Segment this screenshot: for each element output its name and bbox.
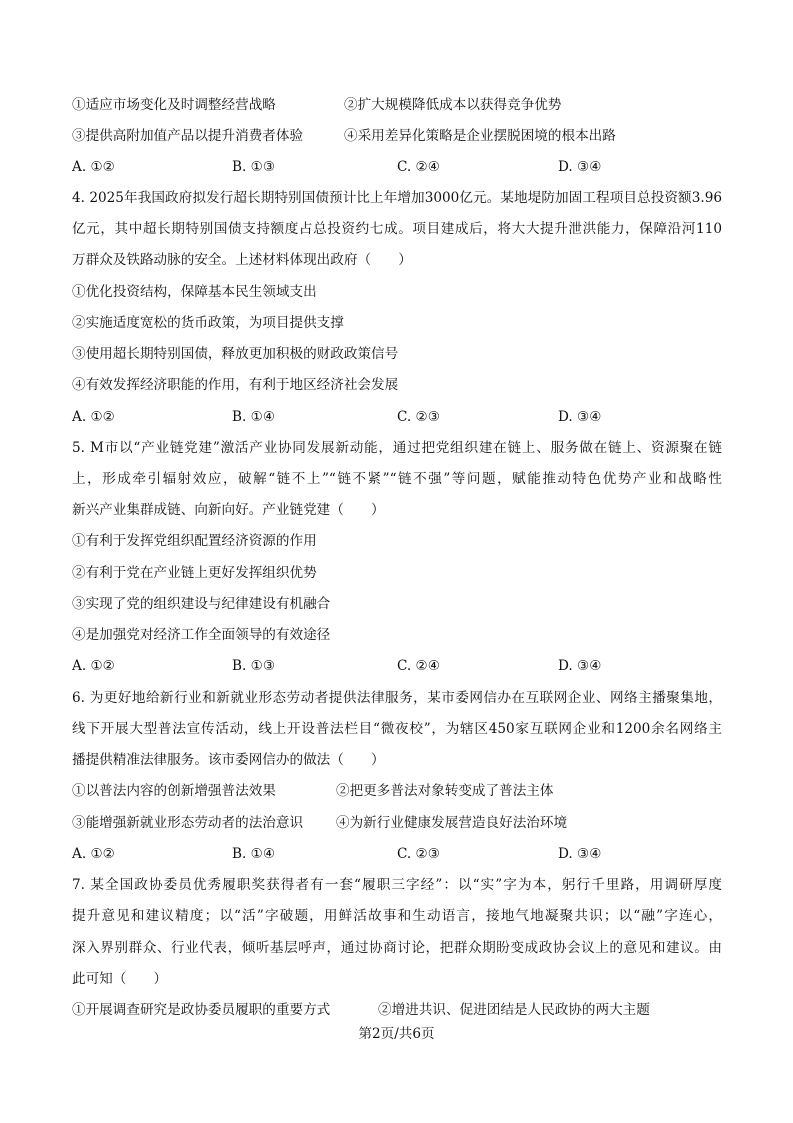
q5-option-3: ③实现了党的组织建设与纪律建设有机融合 (72, 596, 331, 612)
q5-option-2: ②有利于党在产业链上更好发挥组织优势 (72, 565, 317, 581)
q4-option-1: ①优化投资结构，保障基本民生领域支出 (72, 284, 317, 300)
q5-option-4: ④是加强党对经济工作全面领导的有效途径 (72, 627, 331, 643)
q4-choice-c: C. ②③ (397, 409, 440, 425)
q4-option-4: ④有效发挥经济职能的作用，有利于地区经济社会发展 (72, 377, 399, 393)
q7-option-1: ①开展调查研究是政协委员履职的重要方式 (72, 1002, 331, 1018)
q3-option-4: ④采用差异化策略是企业摆脱困境的根本出路 (344, 128, 616, 144)
q7-stem-line-1: 7. 某全国政协委员优秀履职奖获得者有一套“履职三字经”：以“实”字为本，躬行千里路，用调研厚度 (72, 877, 722, 893)
q6-choice-a: A. ①② (72, 846, 115, 862)
q3-option-3: ③提供高附加值产品以提升消费者体验 (72, 128, 304, 144)
q4-option-2: ②实施适度宽松的货币政策，为项目提供支撑 (72, 315, 344, 331)
q5-choice-c: C. ②④ (397, 658, 440, 674)
q6-choice-d: D. ③④ (558, 846, 602, 862)
q4-stem-line-1: 4. 2025年我国政府拟发行超长期特别国债预计比上年增加3000亿元。某地堤防加固工程项目总投资额3.96 (72, 190, 722, 206)
q6-option-4: ④为新行业健康发展营造良好法治环境 (336, 815, 568, 831)
q3-choice-c: C. ②④ (397, 159, 440, 175)
q6-stem-line-2: 线下开展大型普法宣传活动，线上开设普法栏目“微夜校”，为辖区450家互联网企业和1200余名网络主 (72, 721, 722, 737)
q6-stem-line-1: 6. 为更好地给新行业和新就业形态劳动者提供法律服务，某市委网信办在互联网企业、网络主播聚集地， (72, 690, 722, 706)
q4-choice-b: B. ①④ (232, 409, 276, 425)
q6-option-3: ③能增强新就业形态劳动者的法治意识 (72, 815, 304, 831)
page-number: 第2页/共6页 (358, 1026, 435, 1042)
q5-stem-line-1: 5. M市以“产业链党建”激活产业协同发展新动能，通过把党组织建在链上、服务做在链上、资源聚在链 (72, 440, 722, 456)
q5-choice-d: D. ③④ (558, 658, 602, 674)
q3-choice-b: B. ①③ (232, 159, 276, 175)
q5-option-1: ①有利于发挥党组织配置经济资源的作用 (72, 533, 317, 549)
q7-stem-line-2: 提升意见和建议精度；以“活”字破题，用鲜活故事和生动语言，接地气地凝聚共识；以“融”字连心， (72, 908, 722, 924)
q3-option-1: ①适应市场变化及时调整经营战略 (72, 97, 276, 113)
q3-choice-a: A. ①② (72, 159, 115, 175)
q3-option-2: ②扩大规模降低成本以获得竞争优势 (344, 97, 562, 113)
q4-choice-d: D. ③④ (558, 409, 602, 425)
q3-choice-d: D. ③④ (558, 159, 602, 175)
q5-choice-b: B. ①③ (232, 658, 276, 674)
q4-stem-line-2: 亿元，其中超长期特别国债支持额度占总投资约七成。项目建成后，将大大提升泄洪能力，保障沿河110 (72, 221, 722, 237)
q5-choice-a: A. ①② (72, 658, 115, 674)
q4-option-3: ③使用超长期特别国债，释放更加积极的财政政策信号 (72, 346, 399, 362)
q7-option-2: ②增进共识、促进团结是人民政协的两大主题 (378, 1002, 650, 1018)
q6-option-2: ②把更多普法对象转变成了普法主体 (336, 783, 554, 799)
q6-stem-line-3: 播提供精准法律服务。该市委网信办的做法（ ） (72, 752, 385, 768)
q6-choice-c: C. ②③ (397, 846, 440, 862)
q4-stem-line-3: 万群众及铁路动脉的安全。上述材料体现出政府（ ） (72, 252, 412, 268)
q7-stem-line-3: 深入界别群众、行业代表，倾听基层呼声，通过协商讨论，把群众期盼变成政协会议上的意见和建议。由 (72, 940, 722, 956)
q7-stem-line-4: 此可知（ ） (72, 971, 168, 987)
q5-stem-line-2: 上，形成牵引辐射效应，破解“链不上”“链不紧”“链不强”等问题，赋能推动特色优势产业和战略性 (72, 471, 722, 487)
q6-option-1: ①以普法内容的创新增强普法效果 (72, 783, 276, 799)
q4-choice-a: A. ①② (72, 409, 115, 425)
q6-choice-b: B. ①④ (232, 846, 276, 862)
q5-stem-line-3: 新兴产业集群成链、向新向好。产业链党建（ ） (72, 502, 385, 518)
